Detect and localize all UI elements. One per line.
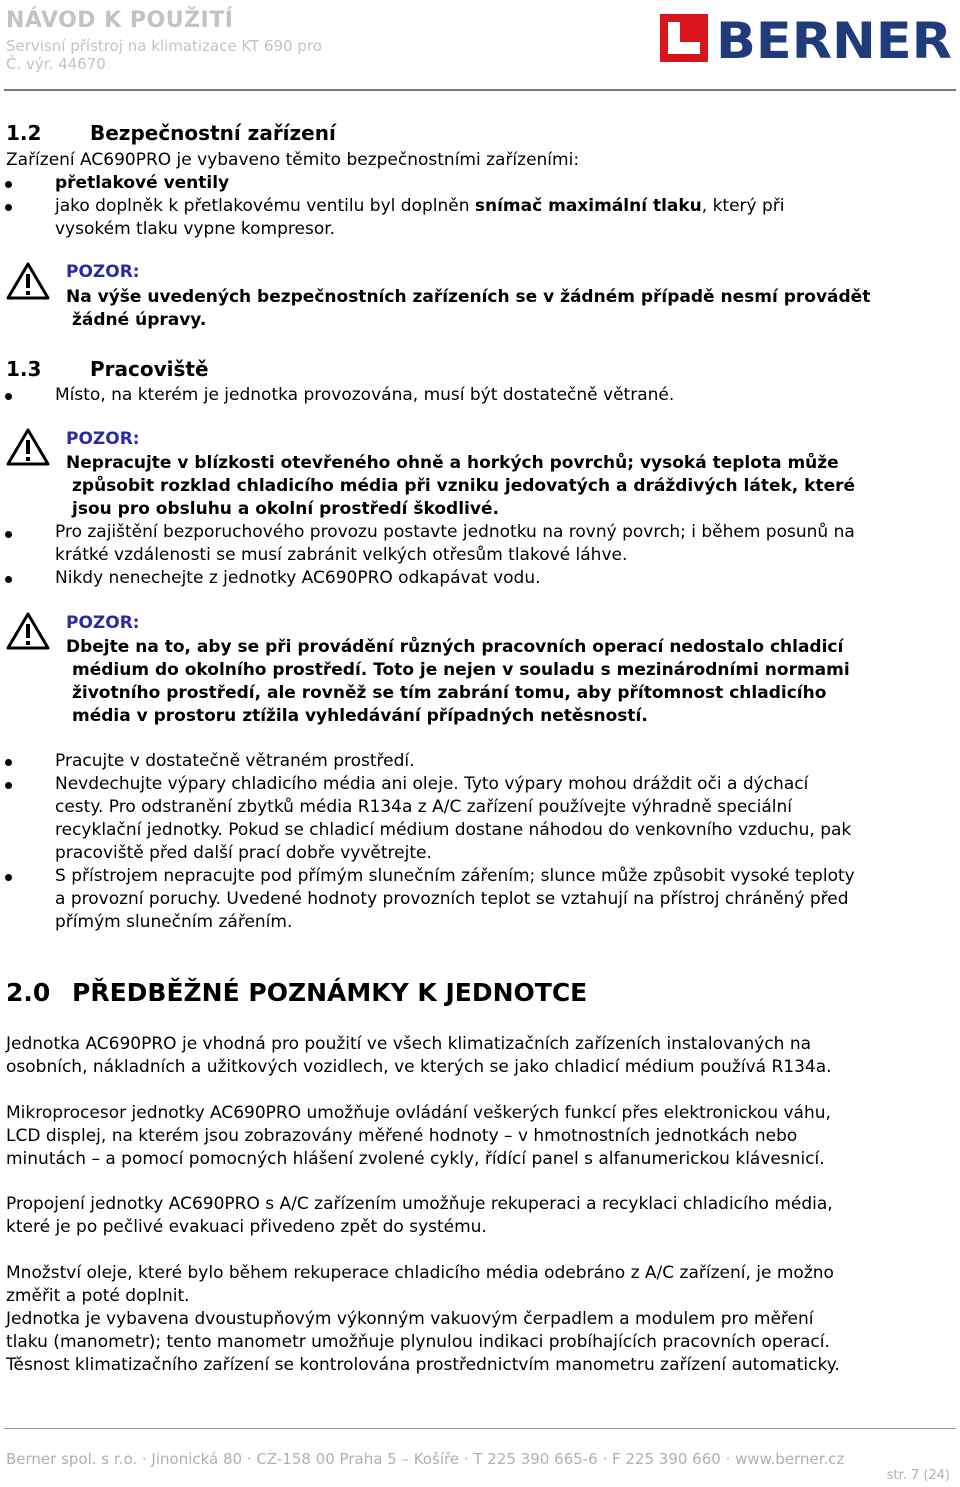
warning-label: POZOR:	[66, 429, 140, 449]
section-number: 1.3	[6, 357, 42, 381]
section-title: Bezpečnostní zařízení	[90, 121, 336, 145]
bullet-marker	[5, 204, 12, 211]
section-number: 1.2	[6, 121, 42, 145]
list-item-continued: a provozní poruchy. Uvedené hodnoty provozních teplot se vztahují na přístroj chráněný před	[55, 889, 849, 909]
svg-text:BERNER: BERNER	[716, 14, 952, 64]
warning-triangle-icon	[6, 612, 50, 650]
paragraph-line: Mikroprocesor jednotky AC690PRO umožňuje ovládání veškerých funkcí přes elektronickou váhu,	[6, 1103, 831, 1123]
list-item: Nevdechujte výpary chladicího média ani oleje. Tyto výpary mohou dráždit oči a dýchací	[55, 774, 809, 794]
bullet-marker	[5, 782, 12, 789]
list-item-continued: cesty. Pro odstranění zbytků média R134a z A/C zařízení používejte výhradně speciální	[55, 797, 793, 817]
list-item-continued: přímým slunečním zářením.	[55, 912, 293, 932]
list-item-continued: krátké vzdálenosti se musí zabránit velkých otřesům tlakové láhve.	[55, 545, 628, 565]
bullet-marker	[5, 531, 12, 538]
list-item: jako doplněk k přetlakovému ventilu byl doplněn snímač maximální tlaku, který při	[55, 196, 785, 216]
list-item: S přístrojem nepracujte pod přímým slunečním zářením; slunce může způsobit vysoké teploty	[55, 866, 855, 886]
list-item-continued: vysokém tlaku vypne kompresor.	[55, 219, 336, 239]
document-subtitle: Servisní přístroj na klimatizace KT 690 pro	[6, 37, 322, 55]
list-item: Pracujte v dostatečně větraném prostředí.	[55, 751, 415, 771]
warning-label: POZOR:	[66, 262, 140, 282]
bullet-marker	[5, 576, 12, 583]
bullet-marker	[5, 874, 12, 881]
list-item-continued: recyklační jednotky. Pokud se chladicí médium dostane náhodou do venkovního vzduchu, pak	[55, 820, 852, 840]
paragraph-line: osobních, nákladních a užitkových vozidlech, ve kterých se jako chladicí médium používá R134a.	[6, 1057, 832, 1077]
paragraph-line: změřit a poté doplnit.	[6, 1286, 190, 1306]
section-heading-2-0	[6, 978, 587, 1007]
warning-text: žádné úpravy.	[72, 310, 207, 330]
paragraph-line: Těsnost klimatizačního zařízení se kontrolována prostřednictvím manometru zařízení automaticky.	[6, 1355, 840, 1375]
section-title: PŘEDBĚŽNÉ POZNÁMKY K JEDNOTCE	[72, 978, 588, 1007]
warning-text: Nepracujte v blízkosti otevřeného ohně a horkých povrchů; vysoká teplota může	[66, 453, 839, 473]
warning-text: média v prostoru ztížila vyhledávání případných netěsností.	[72, 706, 648, 726]
warning-text: médium do okolního prostředí. Toto je nejen v souladu s mezinárodními normami	[72, 660, 850, 680]
footer-rule	[4, 1428, 956, 1429]
page-number: str. 7 (24)	[886, 1468, 950, 1483]
document-title: NÁVOD K POUŽITÍ	[6, 8, 234, 33]
warning-text: způsobit rozklad chladicího média při vzniku jedovatých a dráždivých látek, které	[72, 476, 856, 496]
paragraph-line: minutách – a pomocí pomocných hlášení zvolené cykly, řídící panel s alfanumerickou klávesnicí.	[6, 1149, 825, 1169]
list-item-continued: pracoviště před další prací dobře vyvětrejte.	[55, 843, 432, 863]
item-number: Č. výr. 44670	[6, 55, 106, 73]
warning-triangle-icon	[6, 428, 50, 466]
paragraph-line: které je po pečlivé evakuaci přivedeno zpět do systému.	[6, 1217, 487, 1237]
section-number: 2.0	[6, 978, 51, 1007]
header-rule	[4, 89, 956, 91]
bullet-marker	[5, 181, 12, 188]
bullet-marker	[5, 759, 12, 766]
footer-address: Berner spol. s r.o. · Jinonická 80 · CZ-158 00 Praha 5 – Košíře · T 225 390 665-6 · F 225 390 660 · www.berner.cz	[6, 1450, 845, 1468]
paragraph-line: tlaku (manometr); tento manometr umožňuje plynulou indikaci probíhajících pracovních operací.	[6, 1332, 830, 1352]
list-item: Nikdy nenechejte z jednotky AC690PRO odkapávat vodu.	[55, 568, 541, 588]
paragraph-line: Jednotka je vybavena dvoustupňovým výkonným vakuovým čerpadlem a modulem pro měření	[6, 1309, 814, 1329]
paragraph-line: LCD displej, na kterém jsou zobrazovány měřené hodnoty – v hmotnostních jednotkách nebo	[6, 1126, 798, 1146]
paragraph-line: Množství oleje, které bylo během rekuperace chladicího média odebráno z A/C zařízení, je možno	[6, 1263, 834, 1283]
paragraph-line: Jednotka AC690PRO je vhodná pro použití ve všech klimatizačních zařízeních instalovaných na	[6, 1034, 812, 1054]
bullet-marker	[5, 393, 12, 400]
warning-label: POZOR:	[66, 613, 140, 633]
warning-text: jsou pro obsluhu a okolní prostředí škodlivé.	[72, 499, 499, 519]
berner-logo	[660, 14, 954, 64]
section-heading-1-3	[6, 356, 209, 382]
list-item: Místo, na kterém je jednotka provozována, musí být dostatečně větrané.	[55, 385, 675, 405]
warning-text: Na výše uvedených bezpečnostních zařízeních se v žádném případě nesmí provádět	[66, 287, 871, 307]
intro-text: Zařízení AC690PRO je vybaveno těmito bezpečnostními zařízeními:	[6, 150, 580, 170]
list-item: přetlakové ventily	[55, 173, 230, 193]
section-heading-1-2	[6, 120, 336, 146]
warning-text: Dbejte na to, aby se při provádění různých pracovních operací nedostalo chladicí	[66, 637, 844, 657]
warning-triangle-icon	[6, 262, 50, 300]
section-title: Pracoviště	[90, 357, 209, 381]
warning-text: životního prostředí, ale rovněž se tím zabrání tomu, aby přítomnost chladicího	[72, 683, 827, 703]
paragraph-line: Propojení jednotky AC690PRO s A/C zařízením umožňuje rekuperaci a recyklaci chladicího média,	[6, 1194, 833, 1214]
list-item: Pro zajištění bezporuchového provozu postavte jednotku na rovný povrch; i během posunů na	[55, 522, 855, 542]
